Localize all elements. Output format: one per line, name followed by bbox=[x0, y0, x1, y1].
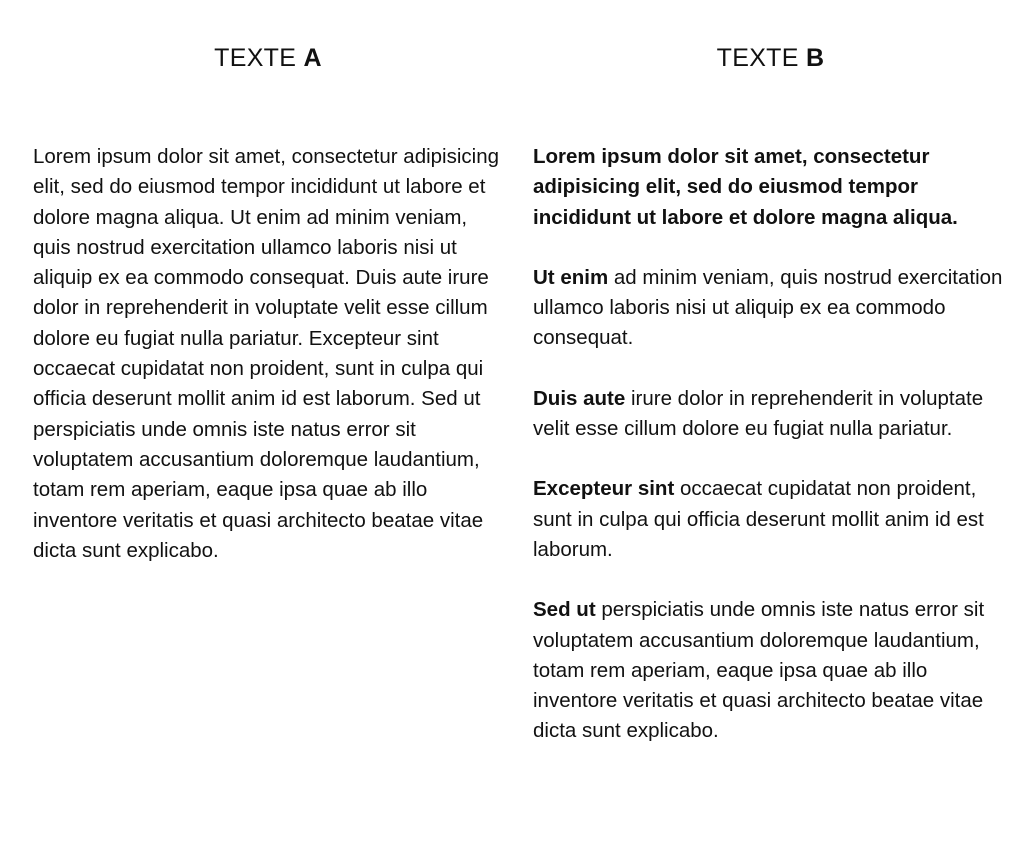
texte-b-intro-paragraph: Lorem ipsum dolor sit amet, consectetur adipisicing elit, sed do eiusmod tempor incididunt ut labore et dolore magna aliqua. bbox=[533, 145, 958, 229]
texte-a-title-letter: A bbox=[303, 44, 322, 72]
paragraph-lead: Excepteur sint bbox=[533, 477, 675, 501]
texte-b-title-letter: B bbox=[805, 44, 825, 72]
paragraph-text: perspiciatis unde omnis iste natus error sit voluptatem accusantium doloremque laudantium, totam rem aperiam, eaque ipsa quae ab illo inventore veritatis et quasi architecto beatae vitae dicta sunt explicabo. bbox=[533, 598, 985, 743]
texte-b-paragraph bbox=[533, 263, 1008, 354]
texte-a-body bbox=[33, 142, 503, 596]
texte-a-paragraph: Lorem ipsum dolor sit amet, consectetur adipisicing elit, sed do eiusmod tempor incididunt ut labore et dolore magna aliqua. Ut enim ad minim veniam, quis nostrud exercitation ullamco laboris nisi ut aliquip ex ea commodo consequat. Duis aute irure dolor in reprehenderit in voluptate velit esse cillum dolore eu fugiat nulla pariatur. Excepteur sint occaecat cupidatat non proident, sunt in culpa qui officia deserunt mollit anim id est laborum. Sed ut perspiciatis unde omnis iste natus error sit voluptatem accusantium doloremque laudantium, totam rem aperiam, eaque ipsa quae ab illo inventore veritatis et quasi architecto beatae vitae dicta sunt explicabo. bbox=[33, 145, 500, 562]
texte-b-title bbox=[533, 42, 1008, 74]
paragraph-text: occaecat cupidatat non proident, sunt in culpa qui officia deserunt mollit anim id est laborum. bbox=[533, 477, 984, 561]
paragraph-lead: Duis aute bbox=[533, 386, 626, 410]
texte-a-title bbox=[33, 42, 503, 74]
texte-b-title-prefix: TEXTE bbox=[716, 44, 806, 72]
paragraph-lead: Ut enim bbox=[533, 265, 609, 289]
texte-b-paragraph bbox=[533, 474, 1008, 565]
texte-b-paragraph bbox=[533, 595, 1008, 746]
texte-b-body bbox=[533, 142, 1008, 777]
paragraph-lead: Sed ut bbox=[533, 598, 596, 622]
paragraph-text: ad minim veniam, quis nostrud exercitation ullamco laboris nisi ut aliquip ex ea commodo consequat. bbox=[533, 265, 1003, 350]
paragraph-text: irure dolor in reprehenderit in voluptate velit esse cillum dolore eu fugiat nulla pariatur. bbox=[533, 386, 984, 441]
texte-a-title-prefix: TEXTE bbox=[214, 44, 304, 72]
texte-b-paragraph bbox=[533, 384, 1008, 445]
